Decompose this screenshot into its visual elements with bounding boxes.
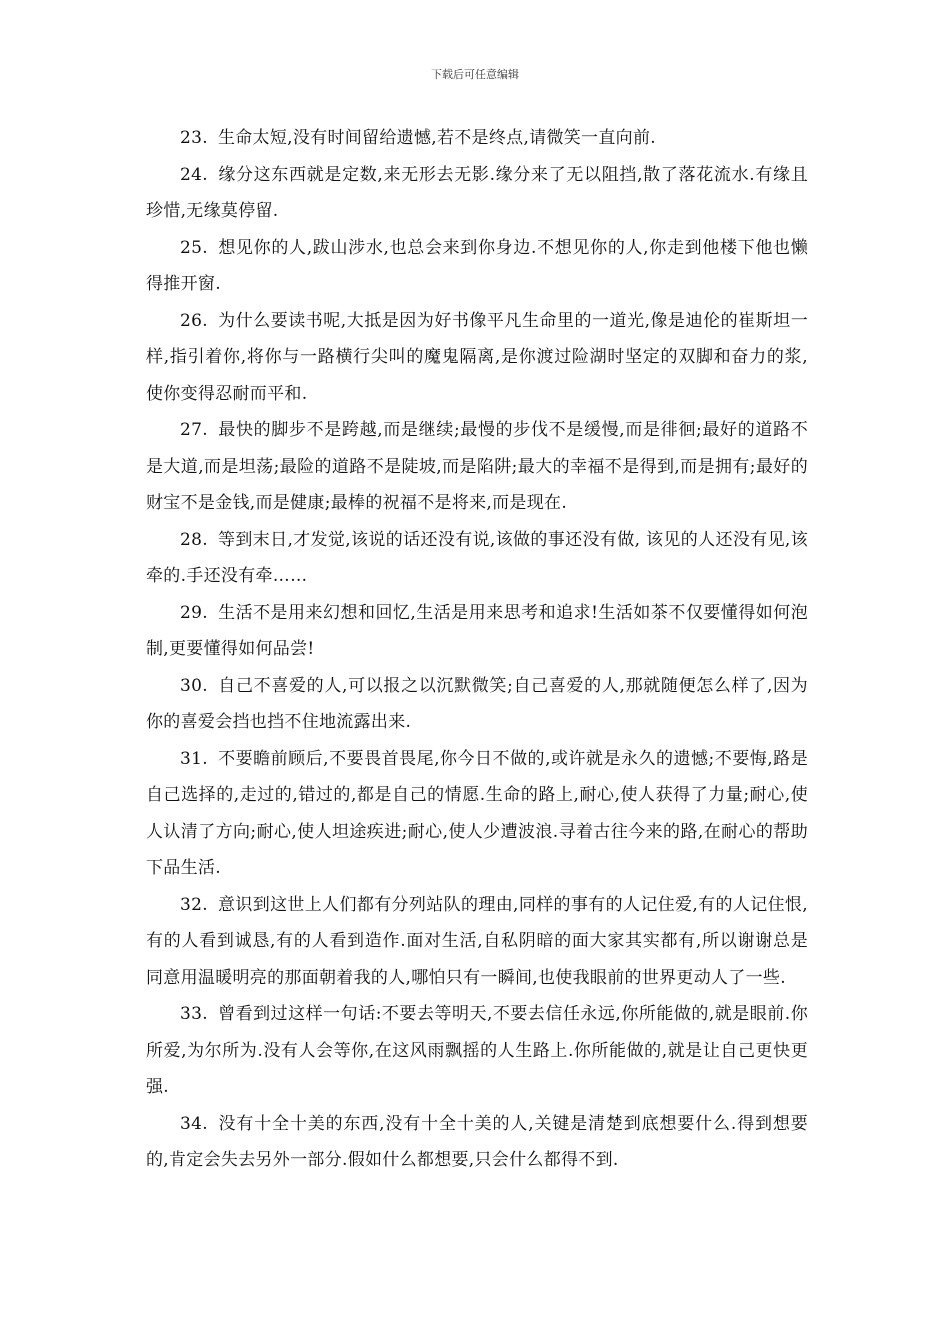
paragraph-number: 23. — [180, 128, 208, 148]
page-header: 下载后可任意编辑 — [431, 68, 519, 81]
paragraph-number: 33. — [180, 1004, 208, 1024]
paragraph-text: 想见你的人,跋山涉水,也总会来到你身边.不想见你的人,你走到他楼下他也懒得推开窗. — [146, 237, 808, 294]
paragraph-30 — [146, 668, 808, 741]
paragraph-number: 25. — [180, 237, 208, 258]
paragraph-number: 28. — [180, 529, 208, 550]
paragraph-text: 没有十全十美的东西,没有十全十美的人,关键是清楚到底想要什么.得到想要的,肯定会失去另外一部分.假如什么都想要,只会什么都得不到. — [146, 1113, 808, 1170]
document-body — [146, 120, 808, 1179]
paragraph-number: 32. — [180, 894, 208, 915]
paragraph-text: 曾看到过这样一句话:不要去等明天,不要去信任永远,你所能做的,就是眼前.你所爱,为尔所为.没有人会等你,在这风雨飘摇的人生路上.你所能做的,就是让自己更快更强. — [146, 1004, 808, 1097]
paragraph-text: 自己不喜爱的人,可以报之以沉默微笑;自己喜爱的人,那就随便怎么样了,因为你的喜爱会挡也挡不住地流露出来. — [146, 675, 808, 732]
paragraph-24 — [146, 157, 808, 230]
paragraph-text: 生活不是用来幻想和回忆,生活是用来思考和追求!生活如茶不仅要懂得如何泡制,更要懂得如何品尝! — [146, 602, 808, 659]
paragraph-number: 27. — [180, 420, 208, 440]
paragraph-text: 最快的脚步不是跨越,而是继续;最慢的步伐不是缓慢,而是徘徊;最好的道路不是大道,而是坦荡;最险的道路不是陡坡,而是陷阱;最大的幸福不是得到,而是拥有;最好的财宝不是金钱,而是健康;最棒的祝福不是将来,而是现在. — [146, 420, 808, 513]
paragraph-number: 30. — [180, 675, 208, 696]
paragraph-number: 34. — [180, 1113, 208, 1134]
paragraph-text: 等到末日,才发觉,该说的话还没有说,该做的事还没有做, 该见的人还没有见,该牵的.手还没有牵…… — [146, 529, 808, 586]
paragraph-number: 29. — [180, 602, 208, 623]
paragraph-text: 缘分这东西就是定数,来无形去无影.缘分来了无以阻挡,散了落花流水.有缘且珍惜,无缘莫停留. — [146, 164, 808, 221]
paragraph-26 — [146, 303, 808, 413]
paragraph-23 — [146, 120, 808, 157]
paragraph-text: 为什么要读书呢,大抵是因为好书像平凡生命里的一道光,像是迪伦的崔斯坦一样,指引着你,将你与一路横行尖叫的魔鬼隔离,是你渡过险湖时坚定的双脚和奋力的浆,使你变得忍耐而平和. — [146, 310, 808, 404]
paragraph-28 — [146, 522, 808, 595]
paragraph-25 — [146, 230, 808, 303]
paragraph-34 — [146, 1106, 808, 1179]
paragraph-number: 31. — [180, 748, 208, 769]
paragraph-31 — [146, 741, 808, 887]
paragraph-29 — [146, 595, 808, 668]
paragraph-text: 不要瞻前顾后,不要畏首畏尾,你今日不做的,或许就是永久的遗憾;不要悔,路是自己选择的,走过的,错过的,都是自己的情愿.生命的路上,耐心,使人获得了力量;耐心,使人认清了方向;耐心,使人坦途疾进;耐心,使人少遭波浪.寻着古往今来的路,在耐心的帮助下品生活. — [146, 748, 808, 878]
paragraph-text: 生命太短,没有时间留给遗憾,若不是终点,请微笑一直向前. — [217, 128, 656, 148]
paragraph-number: 26. — [180, 310, 208, 331]
paragraph-32 — [146, 887, 808, 997]
paragraph-number: 24. — [180, 164, 208, 185]
paragraph-33 — [146, 996, 808, 1106]
paragraph-27 — [146, 412, 808, 522]
paragraph-text: 意识到这世上人们都有分列站队的理由,同样的事有的人记住爱,有的人记住恨,有的人看到诚恳,有的人看到造作.面对生活,自私阴暗的面大家其实都有,所以谢谢总是同意用温暖明亮的那面朝着我的人,哪怕只有一瞬间,也使我眼前的世界更动人了一些. — [146, 894, 808, 988]
